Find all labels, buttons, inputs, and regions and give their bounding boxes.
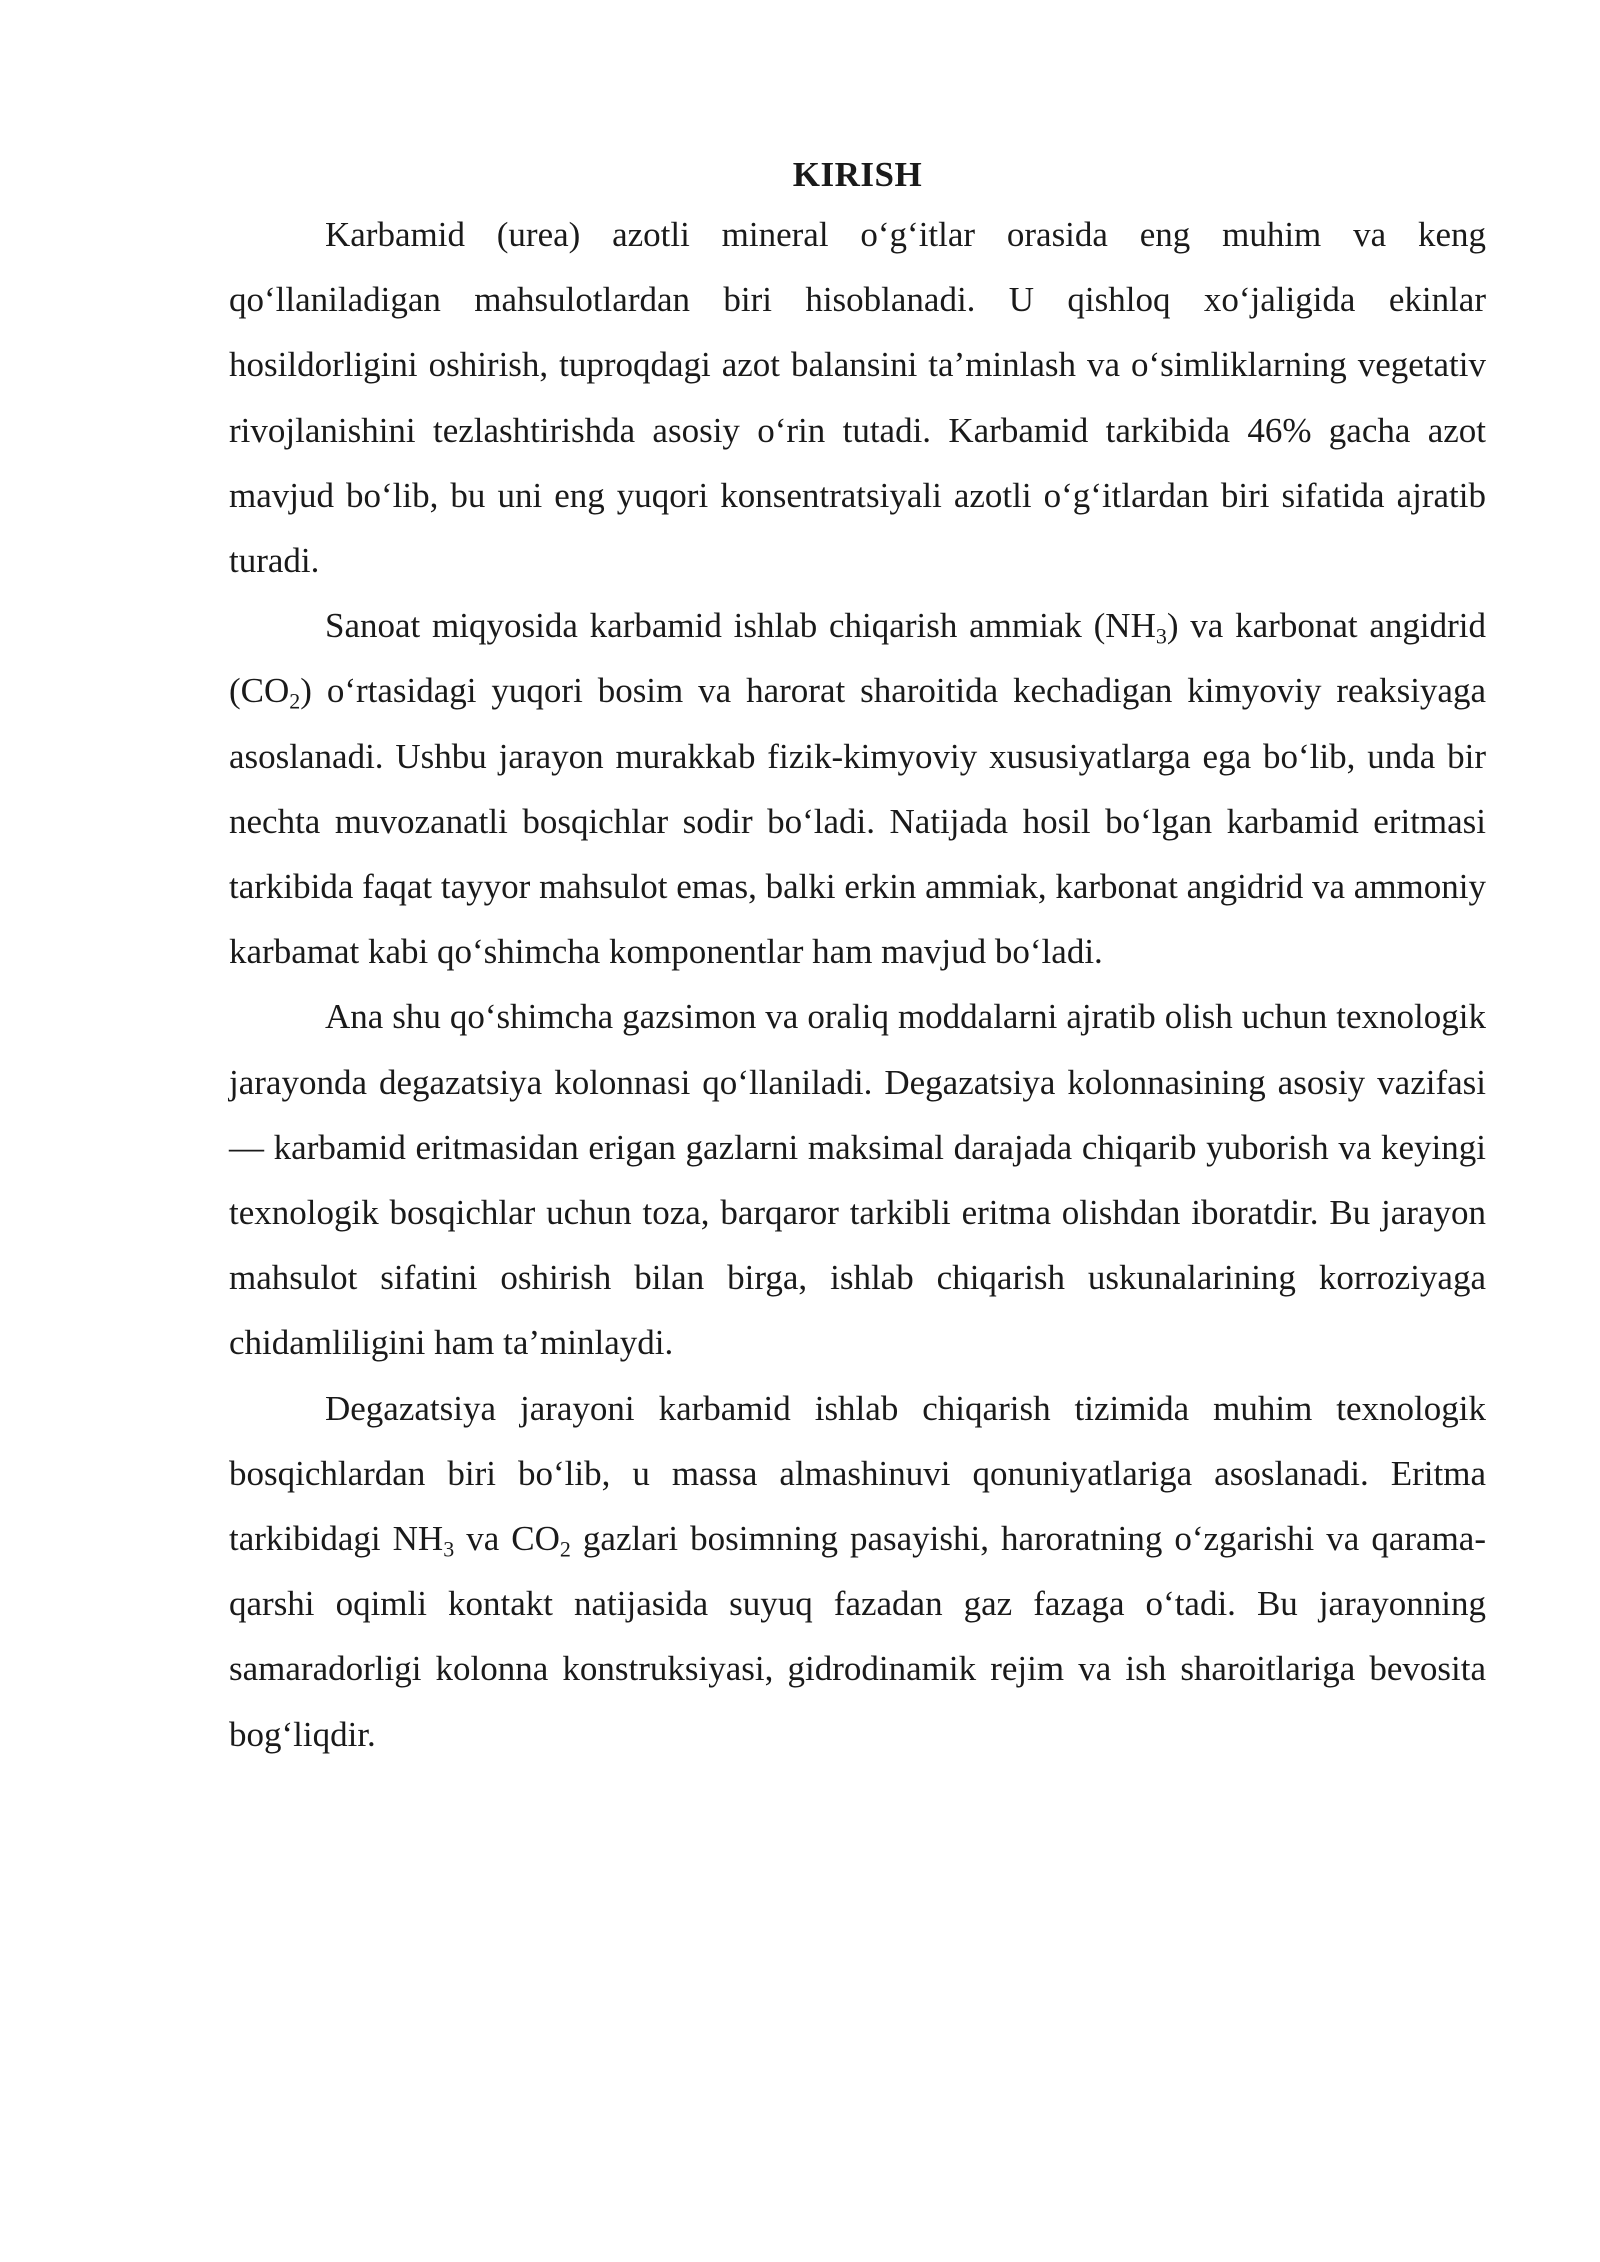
paragraph-text: va CO [454,1519,560,1559]
chemical-subscript: 2 [559,1536,571,1562]
paragraph-3 [229,984,1486,1375]
document-body [229,148,1486,1767]
section-title: KIRISH [792,155,923,194]
paragraph-text: Karbamid (urea) azotli mineral o‘g‘itlar orasida eng muhim va keng qo‘llaniladigan mahsulotlardan biri hisoblanadi. U qishloq xo‘jaligida ekinlar hosildorligini oshirish, tuproqdagi azot balansini ta’minlash va o‘simliklarning vegetativ rivojlanishini tezlashtirishda asosiy o‘rin tutadi. Karbamid tarkibida 46% gacha azot mavjud bo‘lib, bu uni eng yuqori konsentratsiyali azotli o‘g‘itlardan biri sifatida ajratib turadi. [229,215,1486,581]
paragraph-text: Ana shu qo‘shimcha gazsimon va oraliq moddalarni ajratib olish uchun texnologik jarayonda degazatsiya kolonnasi qo‘llaniladi. Degazatsiya kolonnasining asosiy vazifasi — karbamid eritmasidan erigan gazlarni maksimal darajada chiqarib yuborish va keyingi texnologik bosqichlar uchun toza, barqaror tarkibli eritma olishdan iboratdir. Bu jarayon mahsulot sifatini oshirish bilan birga, ishlab chiqarish uskunalarining korroziyaga chidamliligini ham ta’minlaydi. [229,997,1486,1363]
paragraph-4 [229,1376,1486,1767]
chemical-subscript: 3 [443,1536,455,1562]
paragraph-1 [229,202,1486,593]
paragraph-2 [229,593,1486,984]
paragraph-text: ) va karbonat angidrid (CO [229,606,1487,711]
paragraph-text: ) o‘rtasidagi yuqori bosim va harorat sharoitida kechadigan kimyoviy reaksiyaga asoslanadi. Ushbu jarayon murakkab fizik-kimyoviy xususiyatlarga ega bo‘lib, unda bir nechta muvozanatli bosqichlar sodir bo‘ladi. Natijada hosil bo‘lgan karbamid eritmasi tarkibida faqat tayyor mahsulot emas, balki erkin ammiak, karbonat angidrid va ammoniy karbamat kabi qo‘shimcha komponentlar ham mavjud bo‘ladi. [229,671,1486,972]
paragraph-text: gazlari bosimning pasayishi, haroratning o‘zgarishi va qarama-qarshi oqimli kontakt natijasida suyuq fazadan gaz fazaga o‘tadi. Bu jarayonning samaradorligi kolonna konstruksiyasi, gidrodinamik rejim va ish sharoitlariga bevosita bog‘liqdir. [229,1519,1486,1754]
chemical-subscript: 3 [1155,623,1167,649]
paragraph-text: Degazatsiya jarayoni karbamid ishlab chiqarish tizimida muhim texnologik bosqichlardan biri bo‘lib, u massa almashinuvi qonuniyatlariga asoslanadi. Eritma tarkibidagi NH [229,1388,1486,1559]
paragraph-text: Sanoat miqyosida karbamid ishlab chiqarish ammiak (NH [325,606,1156,646]
chemical-subscript: 2 [289,689,301,715]
